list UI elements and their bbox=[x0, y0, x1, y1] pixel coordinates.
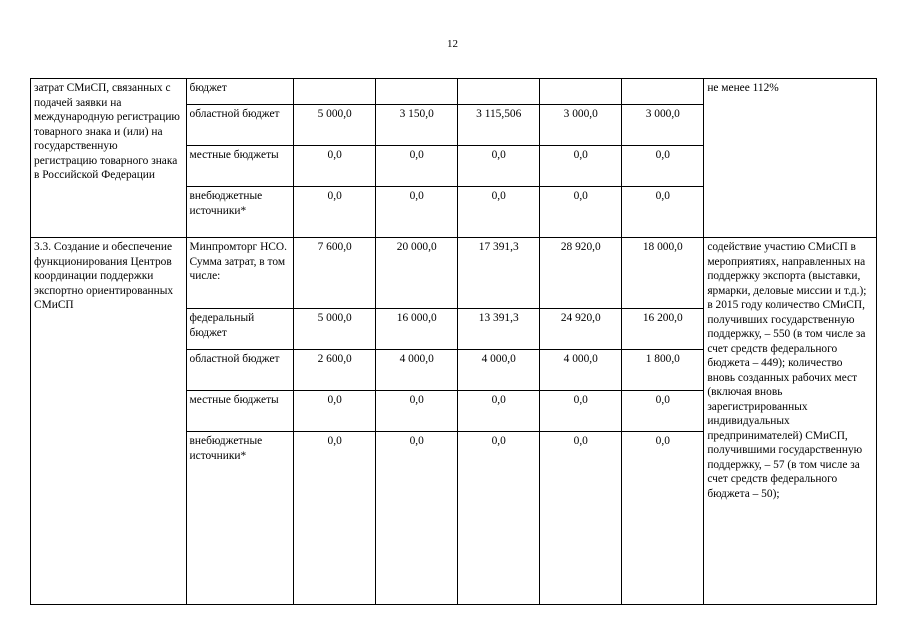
program-table bbox=[30, 78, 877, 605]
value-cell: 0,0 bbox=[458, 146, 540, 187]
value-cell: 13 391,3 bbox=[458, 309, 540, 350]
value-cell: 0,0 bbox=[540, 391, 622, 432]
value-cell: 20 000,0 bbox=[376, 238, 458, 309]
value-cell: 16 200,0 bbox=[622, 309, 704, 350]
value-cell: 0,0 bbox=[376, 391, 458, 432]
value-cell: 4 000,0 bbox=[540, 350, 622, 391]
value-cell: 0,0 bbox=[540, 432, 622, 605]
value-cell: 4 000,0 bbox=[458, 350, 540, 391]
value-cell: 16 000,0 bbox=[376, 309, 458, 350]
value-cell: 0,0 bbox=[458, 391, 540, 432]
value-cell bbox=[540, 79, 622, 105]
value-cell: 3 115,506 bbox=[458, 105, 540, 146]
value-cell: 0,0 bbox=[622, 432, 704, 605]
result-cell: не менее 112% bbox=[704, 79, 877, 238]
value-cell bbox=[376, 79, 458, 105]
value-cell: 0,0 bbox=[540, 146, 622, 187]
value-cell: 28 920,0 bbox=[540, 238, 622, 309]
funding-source-cell: внебюджетные источники* bbox=[186, 187, 294, 238]
value-cell: 7 600,0 bbox=[294, 238, 376, 309]
value-cell: 3 000,0 bbox=[540, 105, 622, 146]
goal-cell: 3.3. Создание и обеспечение функционирования Центров координации поддержки экспортно ориентированных СМиСП bbox=[31, 238, 187, 605]
value-cell: 2 600,0 bbox=[294, 350, 376, 391]
funding-source-cell: областной бюджет bbox=[186, 350, 294, 391]
value-cell: 17 391,3 bbox=[458, 238, 540, 309]
table-row bbox=[31, 238, 877, 309]
value-cell: 0,0 bbox=[622, 146, 704, 187]
value-cell: 5 000,0 bbox=[294, 105, 376, 146]
table-row bbox=[31, 79, 877, 105]
value-cell bbox=[458, 79, 540, 105]
funding-source-cell: внебюджетные источники* bbox=[186, 432, 294, 605]
value-cell: 3 150,0 bbox=[376, 105, 458, 146]
value-cell: 0,0 bbox=[294, 391, 376, 432]
funding-source-cell: федеральный бюджет bbox=[186, 309, 294, 350]
funding-source-cell: местные бюджеты bbox=[186, 391, 294, 432]
goal-cell: затрат СМиСП, связанных с подачей заявки на международную регистрацию товарного знака и (или) на государственную регистрацию товарного знака в Российской Федерации bbox=[31, 79, 187, 238]
value-cell: 0,0 bbox=[376, 187, 458, 238]
value-cell: 0,0 bbox=[540, 187, 622, 238]
value-cell bbox=[294, 79, 376, 105]
value-cell: 24 920,0 bbox=[540, 309, 622, 350]
funding-source-cell: бюджет bbox=[186, 79, 294, 105]
value-cell: 0,0 bbox=[376, 146, 458, 187]
value-cell: 3 000,0 bbox=[622, 105, 704, 146]
value-cell bbox=[622, 79, 704, 105]
value-cell: 18 000,0 bbox=[622, 238, 704, 309]
value-cell: 0,0 bbox=[622, 187, 704, 238]
value-cell: 0,0 bbox=[458, 187, 540, 238]
funding-source-cell: местные бюджеты bbox=[186, 146, 294, 187]
value-cell: 0,0 bbox=[458, 432, 540, 605]
value-cell: 0,0 bbox=[622, 391, 704, 432]
funding-source-cell: областной бюджет bbox=[186, 105, 294, 146]
funding-source-cell: Минпромторг НСО. Сумма затрат, в том числе: bbox=[186, 238, 294, 309]
page-number: 12 bbox=[447, 38, 458, 50]
result-cell: содействие участию СМиСП в мероприятиях, направленных на поддержку экспорта (выставки, ярмарки, деловые миссии и т.д.); в 2015 году количество СМиСП, получивших государственную поддержку, – 550 (в том числе за счет средств федерального бюджета – 449); количество вновь созданных рабочих мест (включая вновь зарегистрированных индивидуальных предпринимателей) СМиСП, получившими государственную поддержку, – 57 (в том числе за счет средств федерального бюджета – 50); bbox=[704, 238, 877, 605]
value-cell: 0,0 bbox=[294, 187, 376, 238]
value-cell: 4 000,0 bbox=[376, 350, 458, 391]
value-cell: 0,0 bbox=[294, 146, 376, 187]
value-cell: 5 000,0 bbox=[294, 309, 376, 350]
value-cell: 0,0 bbox=[376, 432, 458, 605]
value-cell: 0,0 bbox=[294, 432, 376, 605]
value-cell: 1 800,0 bbox=[622, 350, 704, 391]
